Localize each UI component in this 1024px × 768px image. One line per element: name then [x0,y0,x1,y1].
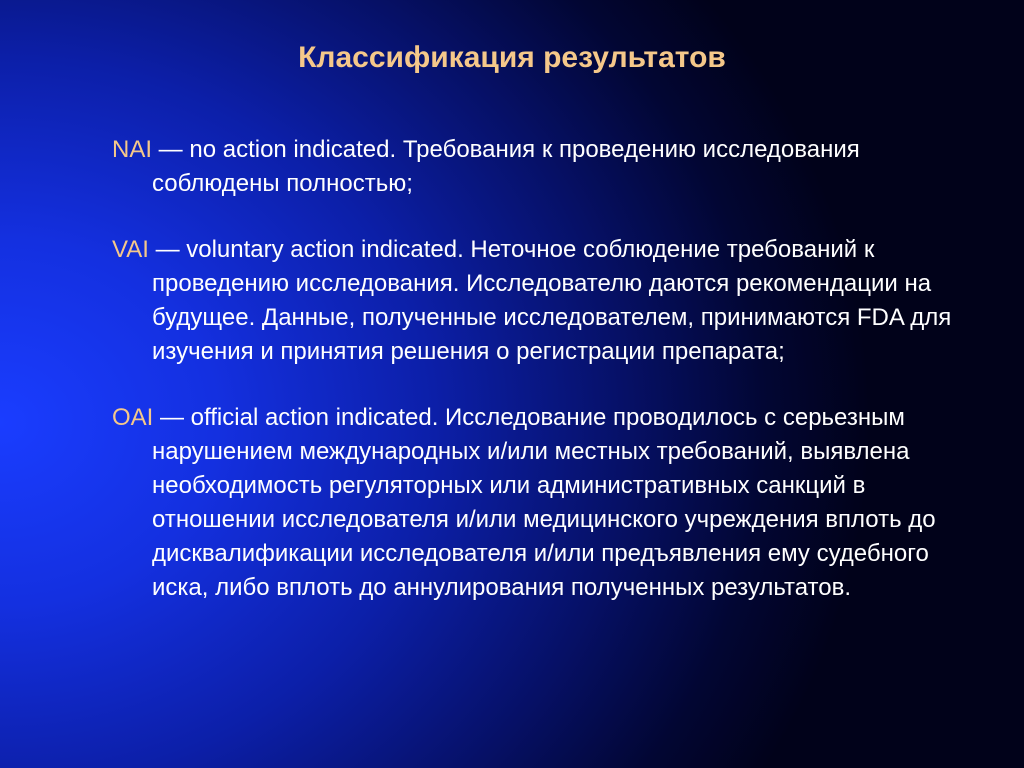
description-oai: — official action indicated. Исследование проводилось с серьезным нарушением международных и/или местных требований, выявлена необходимость регуляторных или административных санкций в отношении исследователя и/или медицинского учреждения вплоть до дисквалификации исследователя и/или предъявления ему судебного иска, либо вплоть до аннулирования полученных результатов. [152,404,936,601]
description-vai: — voluntary action indicated. Неточное соблюдение требований к проведению исследования. Исследователю даются рекомендации на будущее. Данные, полученные исследователем, принимаются FDA для изучения и принятия решения о регистрации препарата; [148,236,952,365]
term-vai: VAI [112,236,149,263]
term-nai: NAI [112,136,153,163]
list-item-nai [112,133,972,201]
list-item-oai [112,401,972,605]
description-nai: — no action indicated. Требования к проведению исследования соблюдены полностью; [152,136,860,197]
slide-title: Классификация результатов [298,41,726,74]
term-oai: OAI [112,404,154,431]
classification-list [112,133,972,637]
list-item-vai [112,233,972,369]
